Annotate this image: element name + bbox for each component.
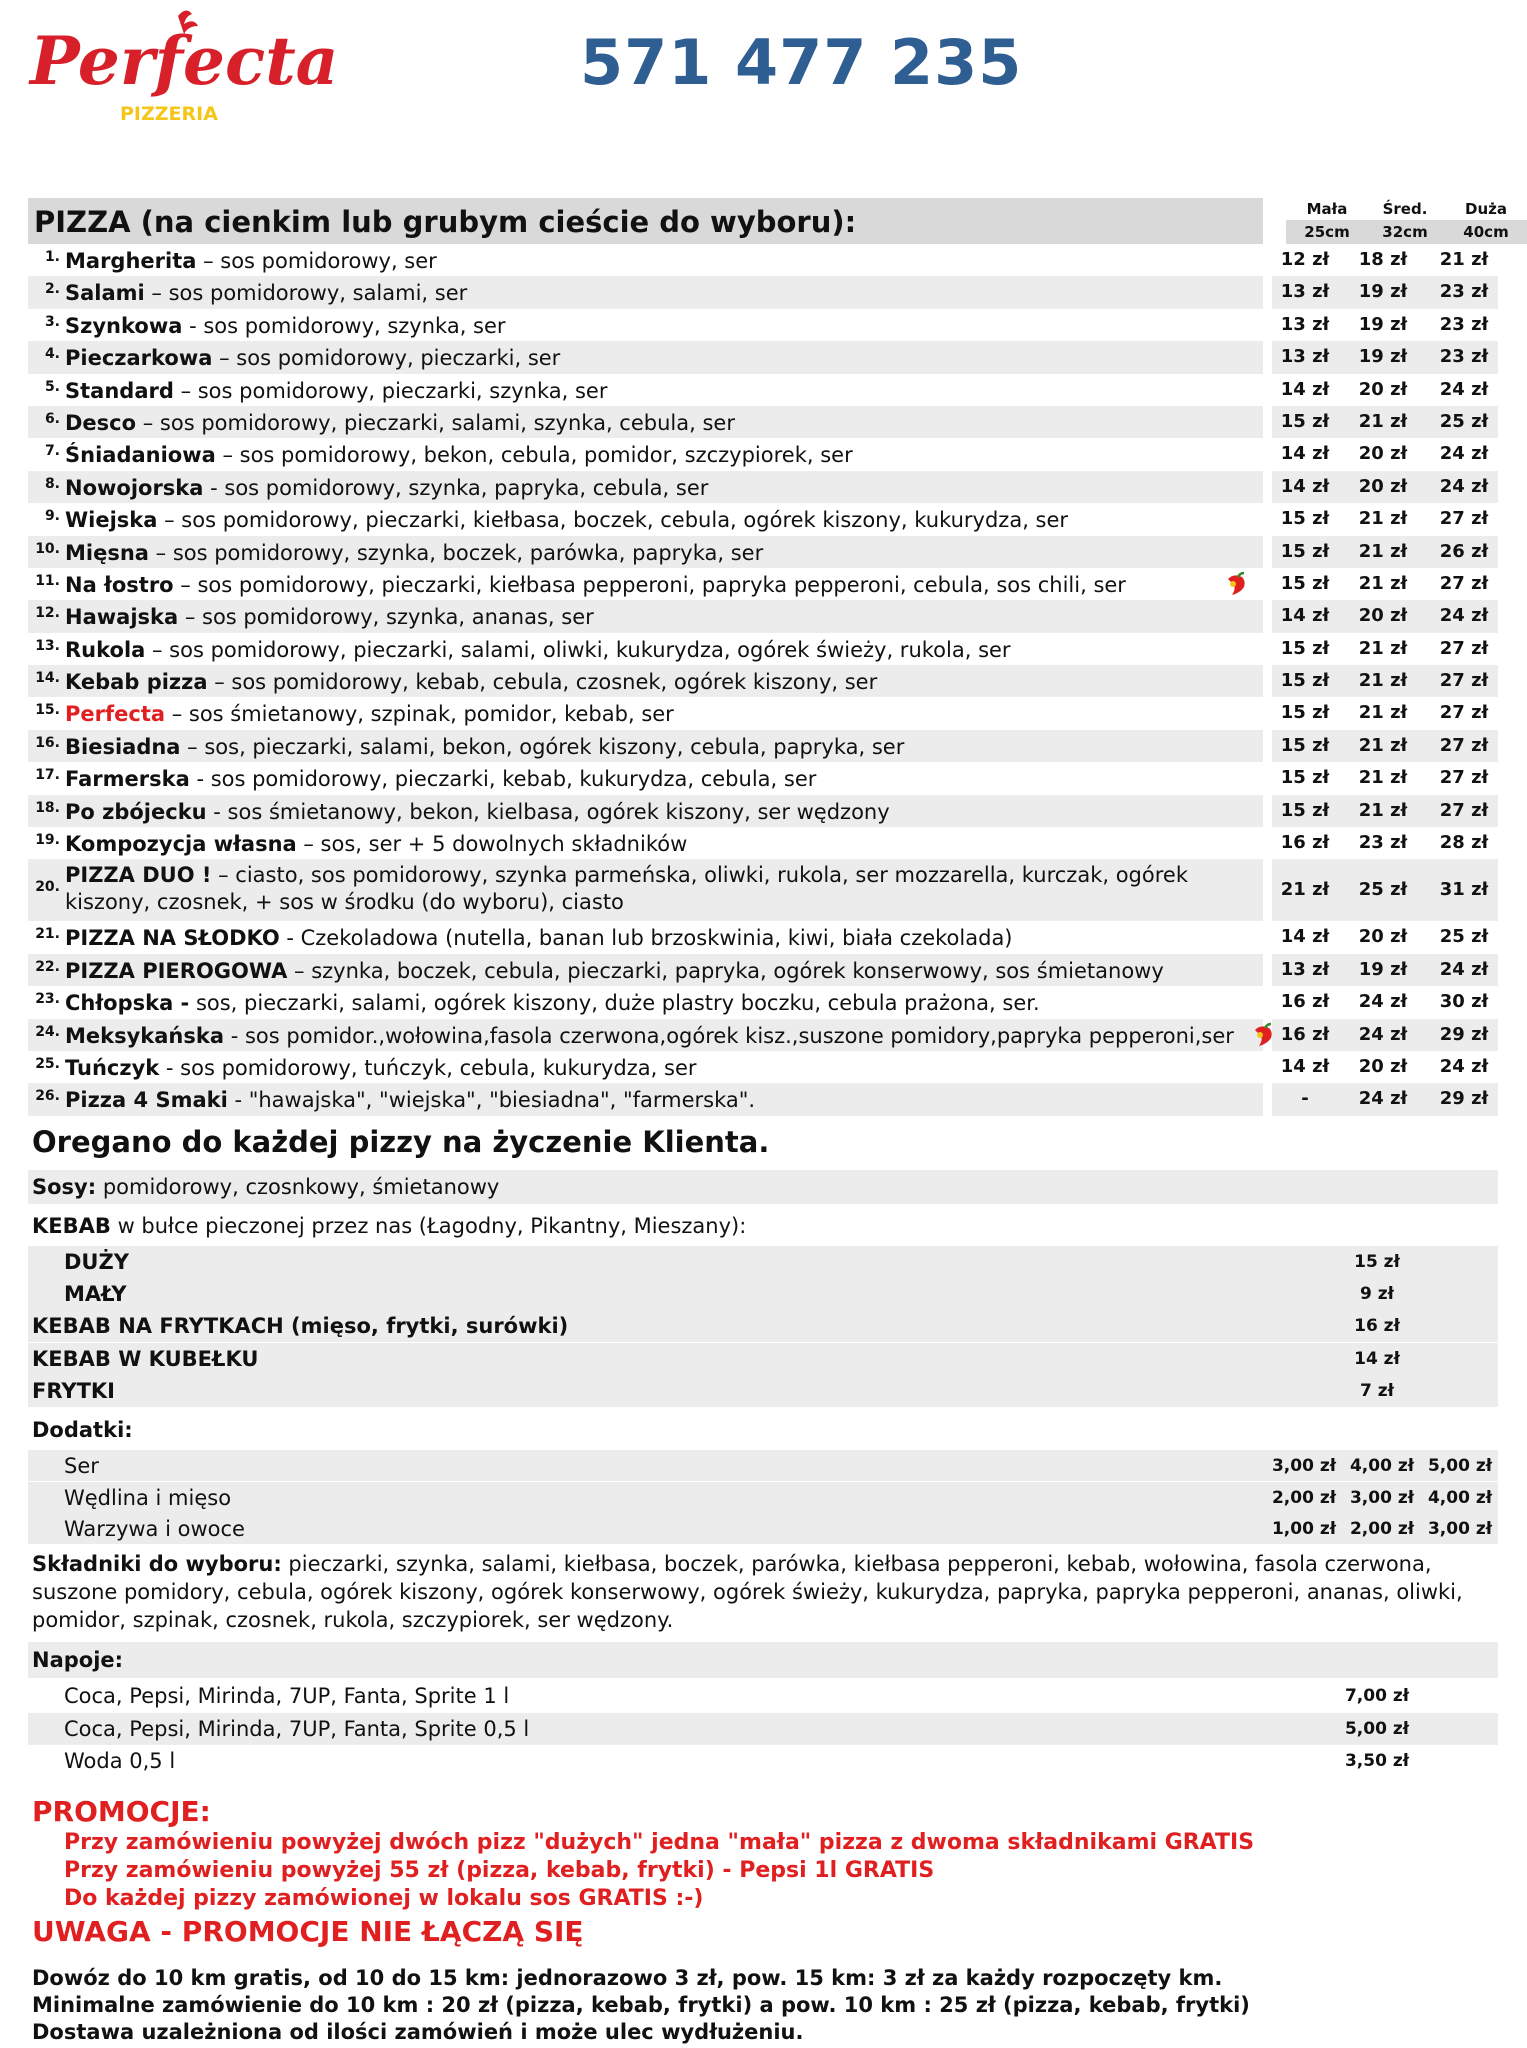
price-large: 25 zł	[1439, 926, 1489, 948]
pizza-number: 19.	[35, 832, 60, 849]
extra-item-name: Warzywa i owoce	[64, 1517, 245, 1541]
price-medium: 24 zł	[1358, 991, 1408, 1013]
price-medium: 20 zł	[1358, 443, 1408, 465]
pizza-name: Desco	[65, 410, 137, 435]
delivery-line-1: Dowóz do 10 km gratis, od 10 do 15 km: jednorazowo 3 zł, pow. 15 km: 3 zł za każdy rozpoczęty km.	[32, 1966, 1223, 1990]
pizza-description	[65, 573, 1253, 597]
pizza-name: Farmerska	[65, 767, 190, 792]
pizza-row	[28, 795, 1498, 827]
pizza-ingredients: – sos śmietanowy, szpinak, pomidor, kebab, ser	[165, 702, 674, 727]
pizza-number: 2.	[44, 281, 60, 298]
pizza-description	[65, 767, 1253, 791]
pizza-name: Salami	[65, 281, 145, 306]
pizza-number: 12.	[35, 605, 60, 622]
price-small: 21 zł	[1280, 879, 1330, 901]
extra-price-small: 3,00 zł	[1271, 1456, 1337, 1476]
pizza-row	[28, 600, 1498, 632]
pizza-row	[28, 665, 1498, 697]
price-medium: 21 zł	[1358, 799, 1408, 821]
pizza-name: Nowojorska	[65, 475, 204, 500]
price-medium: 21 zł	[1358, 767, 1408, 789]
pizza-number: 14.	[35, 670, 60, 687]
price-small: 15 zł	[1280, 799, 1330, 821]
pizza-description	[65, 735, 1253, 759]
price-small: 15 zł	[1280, 410, 1330, 432]
logo-sub: PIZZERIA	[120, 103, 218, 125]
pizza-ingredients: – sos pomidorowy, szynka, ananas, ser	[178, 605, 594, 630]
kebab-item-name: FRYTKI	[32, 1378, 115, 1403]
pizza-row	[28, 536, 1498, 568]
pizza-row	[28, 730, 1498, 762]
extra-item-name: Wędlina i mięso	[64, 1485, 232, 1510]
extra-price-small: 2,00 zł	[1271, 1487, 1337, 1508]
pizza-ingredients: - sos pomidorowy, pieczarki, kebab, kukurydza, cebula, ser	[189, 767, 817, 792]
pizza-name: Kebab pizza	[65, 670, 208, 695]
pizza-row	[28, 954, 1498, 986]
pizza-number: 10.	[35, 540, 60, 557]
pizza-row	[28, 406, 1498, 438]
pizza-name: Hawajska	[65, 605, 179, 630]
price-small: 14 zł	[1280, 443, 1330, 465]
kebab-item-name: MAŁY	[64, 1282, 127, 1307]
extras-heading: Dodatki:	[32, 1418, 133, 1442]
logo-graphic	[28, 6, 339, 126]
price-small: 16 zł	[1280, 991, 1330, 1013]
price-large: 23 zł	[1439, 346, 1489, 368]
pizza-name: PIZZA DUO !	[65, 863, 212, 888]
pizza-description	[65, 670, 1253, 694]
pizza-description	[65, 1088, 1253, 1112]
price-medium: 21 zł	[1358, 702, 1408, 724]
pizza-ingredients: – sos pomidorowy, bekon, cebula, pomidor, szczypiorek, ser	[215, 443, 853, 468]
price-small: 12 zł	[1280, 249, 1330, 270]
price-small: 14 zł	[1280, 926, 1330, 948]
promo-line-3: Do każdej pizzy zamówionej w lokalu sos GRATIS :-)	[64, 1886, 704, 1911]
pizza-ingredients: – sos pomidorowy, pieczarki, salami, szynka, cebula, ser	[136, 410, 735, 435]
pizza-ingredients: – sos pomidorowy, ser	[196, 249, 437, 273]
pizza-row	[28, 1051, 1498, 1083]
pizza-ingredients: sos, pieczarki, salami, ogórek kiszony, duże plastry boczku, cebula prażona, ser.	[189, 991, 1040, 1016]
pizza-description	[65, 281, 1253, 305]
pizza-description	[65, 800, 1253, 824]
price-large: 23 zł	[1439, 281, 1489, 303]
price-small: -	[1301, 1088, 1309, 1110]
ingredients-text: Składniki do wyboru: pieczarki, szynka, salami, kiełbasa, boczek, parówka, kiełbasa pepperoni, kebab, wołowina, fasola czerwona, suszone pomidory, cebula, ogórek kiszony, ogórek konserwowy, ogórek świeży, kukurydza, papryka, papryka pepperoni, ananas, oliwki, pomidor, szpinak, czosnek, rukola, szczypiorek, ser wędzony.	[32, 1552, 1463, 1632]
pizza-row	[28, 503, 1498, 535]
chili-pepper-icon	[1223, 571, 1249, 597]
price-small: 14 zł	[1280, 605, 1330, 627]
pizza-number: 5.	[44, 378, 60, 395]
pizza-ingredients: - sos śmietanowy, bekon, kielbasa, ogórek kiszony, ser wędzony	[206, 799, 890, 824]
pizza-name: Margherita	[65, 249, 197, 273]
pizza-ingredients: - sos pomidorowy, szynka, ser	[182, 313, 506, 338]
extra-price-medium: 2,00 zł	[1349, 1519, 1415, 1539]
pizza-number: 3.	[44, 313, 60, 330]
pizza-description	[65, 411, 1253, 435]
extra-price-large: 4,00 zł	[1427, 1487, 1493, 1508]
price-large: 29 zł	[1439, 1023, 1489, 1045]
pizza-name: Biesiadna	[65, 734, 181, 759]
kebab-item-price: 7 zł	[1360, 1380, 1394, 1401]
drink-item-name: Woda 0,5 l	[64, 1749, 176, 1773]
pizza-ingredients: – sos pomidorowy, pieczarki, kiełbasa, boczek, cebula, ogórek kiszony, kukurydza, ser	[157, 508, 1069, 533]
pizza-name: Meksykańska	[65, 1023, 225, 1048]
pizza-description	[65, 638, 1253, 662]
price-medium: 24 zł	[1358, 1088, 1408, 1110]
pizza-ingredients: – ciasto, sos pomidorowy, szynka parmeńska, oliwki, rukola, ser mozzarella, kurczak, ogórek kiszony, czosnek, + sos w środku (do wyboru), ciasto	[65, 863, 1188, 915]
kebab-item-price: 16 zł	[1354, 1316, 1400, 1337]
price-small: 13 zł	[1280, 346, 1330, 368]
promo-line-2: Przy zamówieniu powyżej 55 zł (pizza, kebab, frytki) - Pepsi 1l GRATIS	[64, 1858, 935, 1883]
pizza-number: 17.	[35, 767, 60, 784]
promo-title: PROMOCJE:	[32, 1795, 211, 1828]
price-large: 27 zł	[1439, 637, 1489, 659]
kebab-item-price: 14 zł	[1354, 1348, 1400, 1369]
price-large: 21 zł	[1439, 249, 1489, 270]
price-large: 24 zł	[1439, 475, 1489, 497]
price-small: 15 zł	[1280, 734, 1330, 756]
price-medium: 23 zł	[1358, 832, 1408, 854]
price-medium: 25 zł	[1358, 879, 1408, 901]
pizza-row	[28, 438, 1498, 470]
extra-price-large: 3,00 zł	[1427, 1519, 1493, 1539]
price-large: 23 zł	[1439, 313, 1489, 335]
promo-line-1: Przy zamówieniu powyżej dwóch pizz "dużych" jedna "mała" pizza z dwoma składnikami GRATIS	[64, 1830, 1255, 1855]
pizza-name: Mięsna	[65, 540, 149, 565]
drink-item-price: 7,00 zł	[1344, 1686, 1410, 1706]
pizza-description	[65, 379, 1253, 403]
pizza-description	[65, 1024, 1253, 1048]
pizza-name: Po zbójecku	[65, 799, 207, 824]
pizza-name: PIZZA PIEROGOWA	[65, 958, 288, 983]
drink-item-price: 3,50 zł	[1344, 1751, 1410, 1771]
pizza-name: Szynkowa	[65, 313, 183, 338]
pizza-number: 11.	[35, 572, 60, 589]
drink-item-price: 5,00 zł	[1344, 1718, 1410, 1739]
pizza-number: 26.	[35, 1088, 60, 1105]
pizza-description	[65, 862, 1253, 916]
pizza-name: Pizza 4 Smaki	[65, 1088, 228, 1113]
price-small: 15 zł	[1280, 572, 1330, 594]
price-small: 13 zł	[1280, 313, 1330, 335]
price-large: 24 zł	[1439, 605, 1489, 627]
pizza-row	[28, 762, 1498, 794]
pizza-number: 7.	[44, 443, 60, 460]
price-small: 15 zł	[1280, 767, 1330, 789]
price-medium: 21 zł	[1358, 734, 1408, 756]
price-large: 27 zł	[1439, 734, 1489, 756]
pizza-number: 9.	[44, 508, 60, 525]
price-large: 26 zł	[1439, 540, 1489, 562]
price-small: 14 zł	[1280, 475, 1330, 497]
price-medium: 19 zł	[1358, 958, 1408, 980]
price-small: 13 zł	[1280, 958, 1330, 980]
pizza-name: Pieczarkowa	[65, 346, 213, 371]
price-medium: 20 zł	[1358, 1055, 1408, 1077]
logo-brand: Perfecta	[30, 22, 339, 100]
price-large: 27 zł	[1439, 767, 1489, 789]
pizza-ingredients: – sos pomidorowy, pieczarki, szynka, ser	[173, 378, 608, 403]
pizza-ingredients: - sos pomidorowy, tuńczyk, cebula, kukurydza, ser	[159, 1055, 697, 1080]
pizza-number: 4.	[44, 346, 60, 363]
price-large: 27 zł	[1439, 508, 1489, 530]
pizza-number: 13.	[35, 637, 60, 654]
price-small: 15 zł	[1280, 702, 1330, 724]
price-large: 31 zł	[1439, 879, 1489, 901]
price-small: 14 zł	[1280, 378, 1330, 400]
pizza-description	[65, 959, 1253, 983]
price-medium: 20 zł	[1358, 926, 1408, 948]
price-medium: 21 zł	[1358, 670, 1408, 692]
pizza-name: Na łostro	[65, 572, 174, 597]
perfecta-logo	[28, 6, 339, 126]
price-large: 24 zł	[1439, 1055, 1489, 1077]
price-small: 16 zł	[1280, 1023, 1330, 1045]
pizza-name: Kompozycja własna	[65, 832, 297, 857]
pizza-ingredients: - sos pomidorowy, szynka, papryka, cebula, ser	[203, 475, 709, 500]
kebab-item-name: KEBAB NA FRYTKACH (mięso, frytki, surówki)	[32, 1314, 569, 1339]
price-medium: 21 zł	[1358, 410, 1408, 432]
price-medium: 20 zł	[1358, 378, 1408, 400]
pizza-ingredients: – sos pomidorowy, szynka, boczek, parówka, papryka, ser	[148, 540, 764, 565]
pizza-description	[65, 541, 1253, 565]
price-large: 27 zł	[1439, 670, 1489, 692]
pizza-number: 24.	[35, 1023, 60, 1040]
pizza-row	[28, 921, 1498, 953]
pizza-row	[28, 568, 1498, 600]
size-medium: Śred. 32cm	[1364, 198, 1446, 244]
price-medium: 19 zł	[1358, 313, 1408, 335]
pizza-description	[65, 443, 1253, 467]
price-medium: 21 zł	[1358, 508, 1408, 530]
pizza-ingredients: - sos pomidor.,wołowina,fasola czerwona,ogórek kisz.,suszone pomidory,papryka pepperoni,ser	[224, 1023, 1234, 1048]
size-small: Mała 25cm	[1286, 198, 1368, 244]
pizza-ingredients: – sos pomidorowy, pieczarki, salami, oliwki, kukurydza, ogórek świeży, rukola, ser	[145, 637, 1011, 662]
drink-item-name: Coca, Pepsi, Mirinda, 7UP, Fanta, Sprite 1 l	[64, 1684, 510, 1708]
price-medium: 19 zł	[1358, 346, 1408, 368]
pizza-ingredients: – sos pomidorowy, salami, ser	[144, 281, 468, 306]
pizza-number: 16.	[35, 734, 60, 751]
price-small: 13 zł	[1280, 281, 1330, 303]
pizza-name: PIZZA NA SŁODKO	[65, 926, 280, 951]
price-large: 30 zł	[1439, 991, 1489, 1013]
pizza-number: 25.	[35, 1055, 60, 1072]
sauces-line: Sosy: pomidorowy, czosnkowy, śmietanowy	[32, 1175, 500, 1199]
price-large: 27 zł	[1439, 572, 1489, 594]
pizza-header	[28, 198, 1509, 244]
pizza-ingredients: – sos pomidorowy, kebab, cebula, czosnek, ogórek kiszony, ser	[207, 670, 878, 695]
pizza-description	[65, 991, 1253, 1015]
pizza-ingredients: - Czekoladowa (nutella, banan lub brzoskwinia, kiwi, biała czekolada)	[279, 926, 1013, 951]
pizza-name: Tuńczyk	[65, 1055, 160, 1080]
pizza-number: 23.	[35, 991, 60, 1008]
extra-item-name: Ser	[64, 1454, 99, 1478]
pizza-row	[28, 1083, 1498, 1115]
pizza-number: 15.	[35, 702, 60, 719]
pizza-row	[28, 859, 1498, 921]
pizza-row	[28, 276, 1498, 308]
extra-price-medium: 3,00 zł	[1349, 1487, 1415, 1508]
pizza-description	[65, 605, 1253, 629]
pizza-description	[65, 476, 1253, 500]
pizza-row	[28, 986, 1498, 1018]
pizza-row	[28, 374, 1498, 406]
pizza-description	[65, 702, 1253, 726]
pizza-ingredients: – sos pomidorowy, pieczarki, ser	[212, 346, 561, 371]
drinks-heading: Napoje:	[32, 1648, 124, 1672]
pizza-ingredients: - "hawajska", "wiejska", "biesiadna", "farmerska".	[227, 1088, 756, 1113]
kebab-item-price: 15 zł	[1354, 1252, 1400, 1272]
price-medium: 24 zł	[1358, 1023, 1408, 1045]
promo-warning: UWAGA - PROMOCJE NIE ŁĄCZĄ SIĘ	[32, 1915, 584, 1948]
pizza-ingredients: – sos, pieczarki, salami, bekon, ogórek kiszony, cebula, papryka, ser	[180, 734, 905, 759]
price-large: 24 zł	[1439, 958, 1489, 980]
pizza-number: 1.	[44, 249, 60, 265]
kebab-item-name: DUŻY	[64, 1250, 129, 1274]
pizza-name: Wiejska	[65, 508, 158, 533]
price-medium: 19 zł	[1358, 281, 1408, 303]
pizza-number: 6.	[44, 410, 60, 427]
price-medium: 21 zł	[1358, 540, 1408, 562]
delivery-line-2: Minimalne zamówienie do 10 km : 20 zł (pizza, kebab, frytki) a pow. 10 km : 25 zł (pizza, kebab, frytki)	[32, 1993, 1250, 2017]
extra-price-small: 1,00 zł	[1271, 1519, 1337, 1539]
pizza-title: PIZZA (na cienkim lub grubym cieście do wyboru):	[34, 205, 857, 239]
pizza-row	[28, 697, 1498, 729]
pizza-row	[28, 633, 1498, 665]
pizza-number: 21.	[35, 926, 60, 943]
pizza-row	[28, 309, 1498, 341]
oregano-note: Oregano do każdej pizzy na życzenie Klienta.	[32, 1125, 770, 1159]
pizza-description	[65, 314, 1253, 338]
delivery-line-3: Dostawa uzależniona od ilości zamówień i może ulec wydłużeniu.	[32, 2020, 804, 2044]
pizza-list	[28, 244, 1498, 1116]
price-small: 16 zł	[1280, 832, 1330, 854]
pizza-number: 22.	[35, 958, 60, 975]
price-large: 29 zł	[1439, 1088, 1489, 1110]
pizza-description	[65, 1056, 1253, 1080]
price-medium: 21 zł	[1358, 637, 1408, 659]
price-medium: 18 zł	[1358, 249, 1408, 270]
pizza-row	[28, 244, 1498, 276]
price-medium: 20 zł	[1358, 605, 1408, 627]
extra-price-large: 5,00 zł	[1427, 1456, 1493, 1476]
pizza-row	[28, 471, 1498, 503]
drink-item-name: Coca, Pepsi, Mirinda, 7UP, Fanta, Sprite 0,5 l	[64, 1716, 530, 1741]
price-medium: 21 zł	[1358, 572, 1408, 594]
pizza-name: Śniadaniowa	[65, 443, 216, 468]
phone-number: 571 477 235	[580, 26, 1023, 99]
pizza-name: Rukola	[65, 637, 146, 662]
pizza-number: 8.	[44, 475, 60, 492]
pizza-ingredients: – sos, ser + 5 dowolnych składników	[296, 832, 688, 857]
pizza-number: 20.	[35, 879, 60, 896]
price-large: 25 zł	[1439, 410, 1489, 432]
kebab-item-price: 9 zł	[1360, 1284, 1394, 1305]
pizza-row	[28, 1019, 1498, 1051]
price-large: 27 zł	[1439, 799, 1489, 821]
price-large: 28 zł	[1439, 832, 1489, 854]
price-small: 15 zł	[1280, 670, 1330, 692]
kebab-item-name: KEBAB W KUBEŁKU	[32, 1346, 259, 1371]
pizza-description	[65, 346, 1253, 370]
pizza-name: Standard	[65, 378, 174, 403]
price-large: 27 zł	[1439, 702, 1489, 724]
size-large: Duża 40cm	[1445, 198, 1527, 244]
extra-price-medium: 4,00 zł	[1349, 1456, 1415, 1476]
price-small: 15 zł	[1280, 540, 1330, 562]
price-small: 14 zł	[1280, 1055, 1330, 1077]
pizza-ingredients: – sos pomidorowy, pieczarki, kiełbasa pepperoni, papryka pepperoni, cebula, sos chili, ser	[173, 572, 1126, 597]
pizza-number: 18.	[35, 799, 60, 816]
pizza-name: Perfecta	[65, 702, 166, 727]
kebab-heading: KEBAB w bułce pieczonej przez nas (Łagodny, Pikantny, Mieszany):	[32, 1214, 747, 1238]
pizza-description	[65, 508, 1253, 532]
price-large: 24 zł	[1439, 443, 1489, 465]
price-medium: 20 zł	[1358, 475, 1408, 497]
price-small: 15 zł	[1280, 508, 1330, 530]
pizza-name: Chłopska -	[65, 991, 190, 1016]
pizza-row	[28, 827, 1498, 859]
pizza-description	[65, 249, 1253, 273]
pizza-row	[28, 341, 1498, 373]
price-large: 24 zł	[1439, 378, 1489, 400]
pizza-description	[65, 832, 1253, 856]
pizza-ingredients: – szynka, boczek, cebula, pieczarki, papryka, ogórek konserwowy, sos śmietanowy	[287, 958, 1164, 983]
price-small: 15 zł	[1280, 637, 1330, 659]
pizza-description	[65, 926, 1253, 950]
